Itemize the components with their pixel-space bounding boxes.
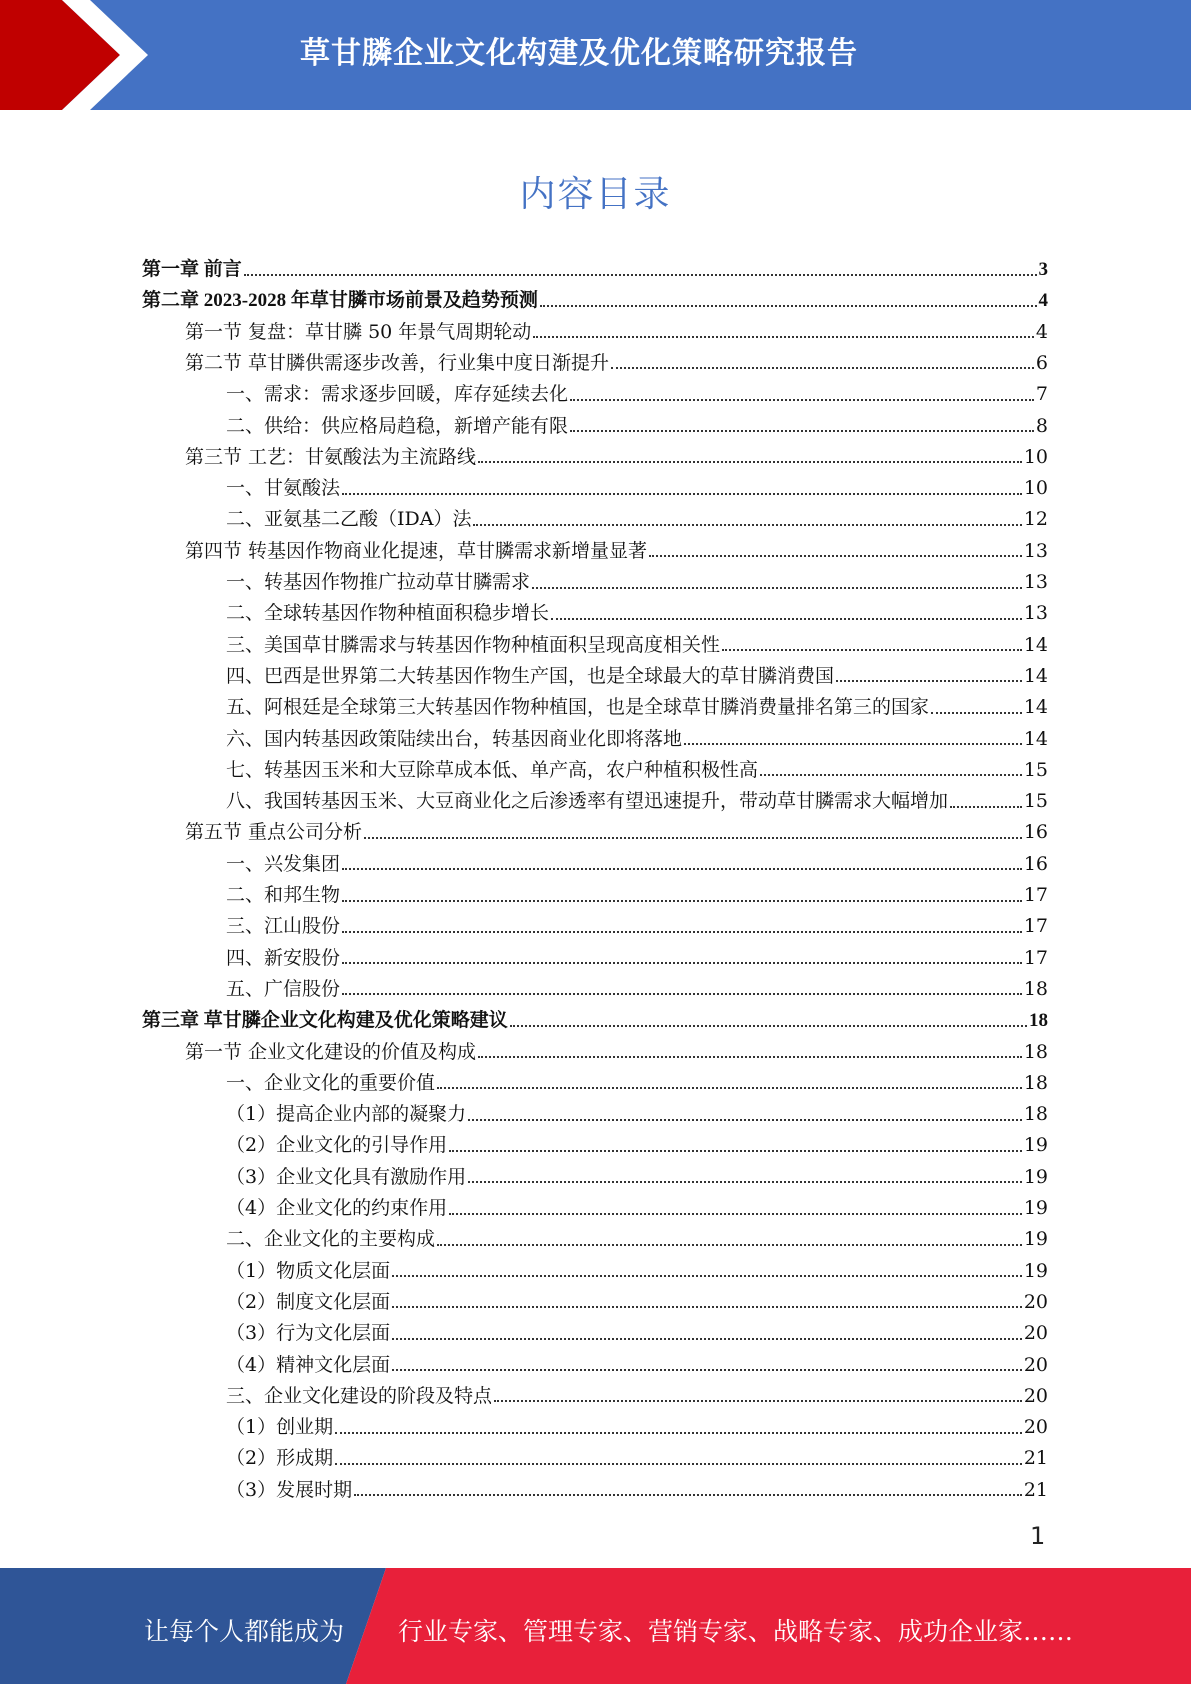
toc-entry-page: 13 (1023, 571, 1048, 593)
toc-entry-title: 第二节 草甘膦供需逐步改善，行业集中度日渐提升 (185, 351, 610, 374)
toc-dot-leader (437, 1087, 1022, 1089)
toc-entry[interactable] (226, 943, 1048, 974)
toc-entry-title: 二、全球转基因作物种植面积稳步增长 (226, 602, 550, 625)
toc-dot-leader (532, 587, 1022, 589)
toc-entry[interactable] (226, 598, 1048, 629)
toc-dot-leader (392, 1275, 1022, 1277)
toc-entry-page: 4 (1038, 290, 1048, 312)
page-number: 1 (1030, 1522, 1046, 1550)
toc-entry-title: 一、需求：需求逐步回暖，库存延续去化 (226, 383, 569, 406)
toc-entry-title: （1）创业期 (226, 1416, 334, 1439)
toc-entry-page: 4 (1035, 320, 1048, 343)
toc-entry-title: 四、巴西是世界第二大转基因作物生产国，也是全球最大的草甘膦消费国 (226, 664, 835, 687)
toc-dot-leader (684, 743, 1022, 745)
toc-entry-page: 18 (1023, 1071, 1048, 1094)
toc-dot-leader (335, 1463, 1022, 1465)
toc-entry[interactable] (226, 1099, 1048, 1130)
toc-entry-title: 第三节 工艺：甘氨酸法为主流路线 (185, 445, 477, 468)
toc-entry[interactable] (226, 786, 1048, 817)
toc-entry-page: 18 (1023, 1103, 1048, 1126)
toc-entry-page: 13 (1023, 539, 1048, 562)
toc-entry-page: 3 (1038, 259, 1048, 280)
toc-entry[interactable] (226, 661, 1048, 692)
toc-entry-title: 二、企业文化的主要构成 (226, 1228, 436, 1251)
toc-entry-page: 20 (1023, 1416, 1048, 1439)
toc-entry-page: 17 (1023, 915, 1048, 938)
footer-slogan-left: 让每个人都能成为 (144, 1617, 345, 1646)
toc-dot-leader (342, 900, 1022, 902)
toc-entry-title: 七、转基因玉米和大豆除草成本低、单产高，农户种植积极性高 (226, 758, 759, 781)
toc-entry-page: 14 (1023, 664, 1048, 687)
toc-entry[interactable] (226, 1443, 1048, 1474)
toc-entry-page: 10 (1023, 445, 1048, 468)
toc-entry[interactable] (226, 473, 1048, 504)
toc-dot-leader (437, 1244, 1022, 1246)
toc-dot-leader (478, 461, 1022, 463)
toc-dot-leader (760, 774, 1022, 776)
toc-entry[interactable] (185, 442, 1048, 473)
toc-entry-title: （2）企业文化的引导作用 (226, 1134, 448, 1157)
toc-entry-title: （2）制度文化层面 (226, 1290, 391, 1313)
toc-dot-leader (364, 837, 1022, 839)
toc-entry-page: 13 (1023, 602, 1048, 625)
toc-entry-title: 八、我国转基因玉米、大豆商业化之后渗透率有望迅速提升，带动草甘膦需求大幅增加 (226, 790, 949, 813)
toc-entry[interactable] (226, 692, 1048, 723)
toc-entry[interactable] (226, 504, 1048, 535)
toc-entry-page: 16 (1023, 821, 1048, 844)
footer-band (0, 1568, 1191, 1684)
toc-entry[interactable] (226, 849, 1048, 880)
toc-entry[interactable] (226, 379, 1048, 410)
toc-dot-leader (473, 524, 1021, 526)
toc-entry-title: 一、兴发集团 (226, 852, 341, 875)
toc-dot-leader (342, 493, 1022, 495)
toc-dot-leader (335, 1432, 1022, 1434)
toc-dot-leader (449, 1213, 1022, 1215)
toc-dot-leader (342, 868, 1022, 870)
toc-entry-title: （4）企业文化的约束作用 (226, 1197, 448, 1219)
toc-entry-page: 21 (1023, 1478, 1048, 1501)
toc-entry-page: 8 (1035, 414, 1048, 437)
toc-entry[interactable] (226, 1350, 1048, 1381)
toc-entry-title: （3）行为文化层面 (226, 1322, 391, 1345)
toc-entry[interactable] (226, 567, 1048, 598)
toc-dot-leader (468, 1181, 1022, 1183)
toc-dot-leader (342, 962, 1022, 964)
toc-dot-leader (836, 680, 1022, 682)
toc-entry-title: 第一章 前言 (142, 259, 242, 280)
toc-dot-leader (392, 1306, 1022, 1308)
toc-entry-page: 20 (1023, 1290, 1048, 1313)
toc-entry-title: 一、企业文化的重要价值 (226, 1071, 436, 1094)
header-arrow-decoration (0, 0, 200, 110)
toc-entry-page: 17 (1023, 884, 1048, 906)
toc-dot-leader (342, 931, 1022, 933)
toc-entry-page: 20 (1023, 1353, 1048, 1376)
toc-entry-page: 15 (1023, 790, 1048, 813)
toc-entry[interactable] (185, 817, 1048, 848)
toc-entry[interactable] (226, 911, 1048, 942)
toc-entry-title: 一、转基因作物推广拉动草甘膦需求 (226, 571, 531, 593)
toc-entry-title: （1）物质文化层面 (226, 1259, 391, 1282)
toc-entry[interactable] (185, 1037, 1048, 1068)
toc-entry[interactable] (226, 1224, 1048, 1255)
toc-dot-leader (449, 1150, 1022, 1152)
toc-entry-title: （4）精神文化层面 (226, 1353, 391, 1376)
toc-dot-leader (392, 1338, 1022, 1340)
toc-entry[interactable] (226, 974, 1048, 1005)
footer-slogan-right: 行业专家、管理专家、营销专家、战略专家、成功企业家…… (398, 1617, 1074, 1646)
toc-entry[interactable] (226, 755, 1048, 786)
toc-entry-page: 10 (1023, 477, 1048, 500)
toc-entry-page: 17 (1023, 946, 1048, 969)
toc-entry-title: 三、美国草甘膦需求与转基因作物种植面积呈现高度相关性 (226, 633, 721, 656)
toc-entry[interactable] (226, 630, 1048, 661)
toc-entry[interactable] (226, 1412, 1048, 1443)
toc-entry-page: 7 (1035, 383, 1048, 406)
toc-entry-title: 第五节 重点公司分析 (185, 821, 363, 844)
toc-entry-page: 14 (1023, 696, 1048, 719)
toc-entry[interactable] (226, 1381, 1048, 1412)
toc-entry-title: （3）发展时期 (226, 1478, 353, 1501)
toc-dot-leader (931, 712, 1022, 714)
toc-entry-page: 20 (1023, 1384, 1048, 1407)
toc-entry[interactable] (226, 1130, 1048, 1161)
toc-dot-leader (570, 430, 1034, 432)
toc-entry-page: 16 (1023, 852, 1048, 875)
toc-entry[interactable] (226, 1193, 1048, 1224)
toc-heading: 内容目录 (519, 174, 672, 215)
toc-entry-title: 第二章 2023-2028 年草甘膦市场前景及趋势预测 (142, 290, 538, 312)
toc-entry-page: 19 (1023, 1197, 1048, 1219)
toc-entry[interactable] (226, 1475, 1048, 1506)
toc-entry-page: 18 (1023, 977, 1048, 1000)
toc-entry-page: 19 (1023, 1259, 1048, 1282)
toc-entry-page: 20 (1023, 1322, 1048, 1345)
toc-entry[interactable] (185, 536, 1048, 567)
toc-dot-leader (649, 555, 1022, 557)
toc-entry[interactable] (185, 317, 1048, 348)
toc-entry-title: （1）提高企业内部的凝聚力 (226, 1103, 467, 1126)
toc-dot-leader (392, 1369, 1022, 1371)
toc-entry[interactable] (226, 1318, 1048, 1349)
toc-entry-page: 6 (1035, 351, 1048, 374)
toc-entry[interactable] (142, 254, 1048, 285)
toc-entry-page: 15 (1023, 758, 1048, 781)
toc-entry-title: 第一节 复盘：草甘膦 50 年景气周期轮动 (185, 320, 532, 343)
toc-dot-leader (533, 336, 1034, 338)
report-title: 草甘膦企业文化构建及优化策略研究报告 (300, 36, 858, 71)
toc-entry[interactable] (142, 285, 1048, 316)
toc-entry-title: 三、企业文化建设的阶段及特点 (226, 1384, 493, 1407)
toc-entry-title: 二、亚氨基二乙酸（IDA）法 (226, 508, 472, 531)
toc-dot-leader (950, 806, 1022, 808)
toc-entry-page: 14 (1023, 633, 1048, 656)
toc-dot-leader (494, 1400, 1022, 1402)
toc-dot-leader (244, 274, 1037, 276)
toc-entry-title: （2）形成期 (226, 1447, 334, 1470)
toc-entry-title: 五、广信股份 (226, 977, 341, 1000)
toc-entry[interactable] (226, 1256, 1048, 1287)
toc-entry-title: 第一节 企业文化建设的价值及构成 (185, 1040, 477, 1063)
toc-dot-leader (510, 1025, 1027, 1027)
header-band (0, 0, 1191, 110)
toc-dot-leader (468, 1119, 1022, 1121)
toc-entry[interactable] (226, 880, 1048, 911)
toc-entry-page: 12 (1023, 508, 1048, 531)
toc-entry-title: 三、江山股份 (226, 915, 341, 938)
toc-entry-title: 五、阿根廷是全球第三大转基因作物种植国，也是全球草甘膦消费量排名第三的国家 (226, 696, 930, 719)
toc-entry-title: 四、新安股份 (226, 946, 341, 969)
toc-entry-title: （3）企业文化具有激励作用 (226, 1165, 467, 1188)
toc-entry-title: 六、国内转基因政策陆续出台，转基因商业化即将落地 (226, 727, 683, 750)
toc-entry-page: 19 (1023, 1228, 1048, 1251)
toc-entry-page: 19 (1023, 1165, 1048, 1188)
toc-entry[interactable] (226, 411, 1048, 442)
toc-entry-title: 第四节 转基因作物商业化提速，草甘膦需求新增量显著 (185, 539, 648, 562)
toc-dot-leader (551, 618, 1022, 620)
toc-entry-title: 二、和邦生物 (226, 884, 341, 906)
toc-entry[interactable] (226, 1162, 1048, 1193)
toc-entry-page: 21 (1023, 1447, 1048, 1470)
toc-dot-leader (342, 993, 1022, 995)
toc-entry[interactable] (185, 348, 1048, 379)
toc-entry-title: 二、供给：供应格局趋稳，新增产能有限 (226, 414, 569, 437)
toc-dot-leader (722, 649, 1022, 651)
toc-entry-page: 18 (1023, 1040, 1048, 1063)
toc-entry-page: 18 (1029, 1010, 1048, 1032)
toc-entry[interactable] (226, 1068, 1048, 1099)
toc-entry-page: 14 (1023, 727, 1048, 750)
toc-entry-title: 第三章 草甘膦企业文化构建及优化策略建议 (142, 1010, 508, 1032)
toc-dot-leader (540, 305, 1037, 307)
toc-dot-leader (354, 1494, 1022, 1496)
toc-dot-leader (570, 399, 1034, 401)
toc-entry-title: 一、甘氨酸法 (226, 477, 341, 500)
toc-entry[interactable] (226, 724, 1048, 755)
toc-entry-page: 19 (1023, 1134, 1048, 1157)
toc-entry[interactable] (226, 1287, 1048, 1318)
toc-dot-leader (478, 1056, 1022, 1058)
toc-entry[interactable] (142, 1005, 1048, 1036)
toc-dot-leader (611, 367, 1034, 369)
